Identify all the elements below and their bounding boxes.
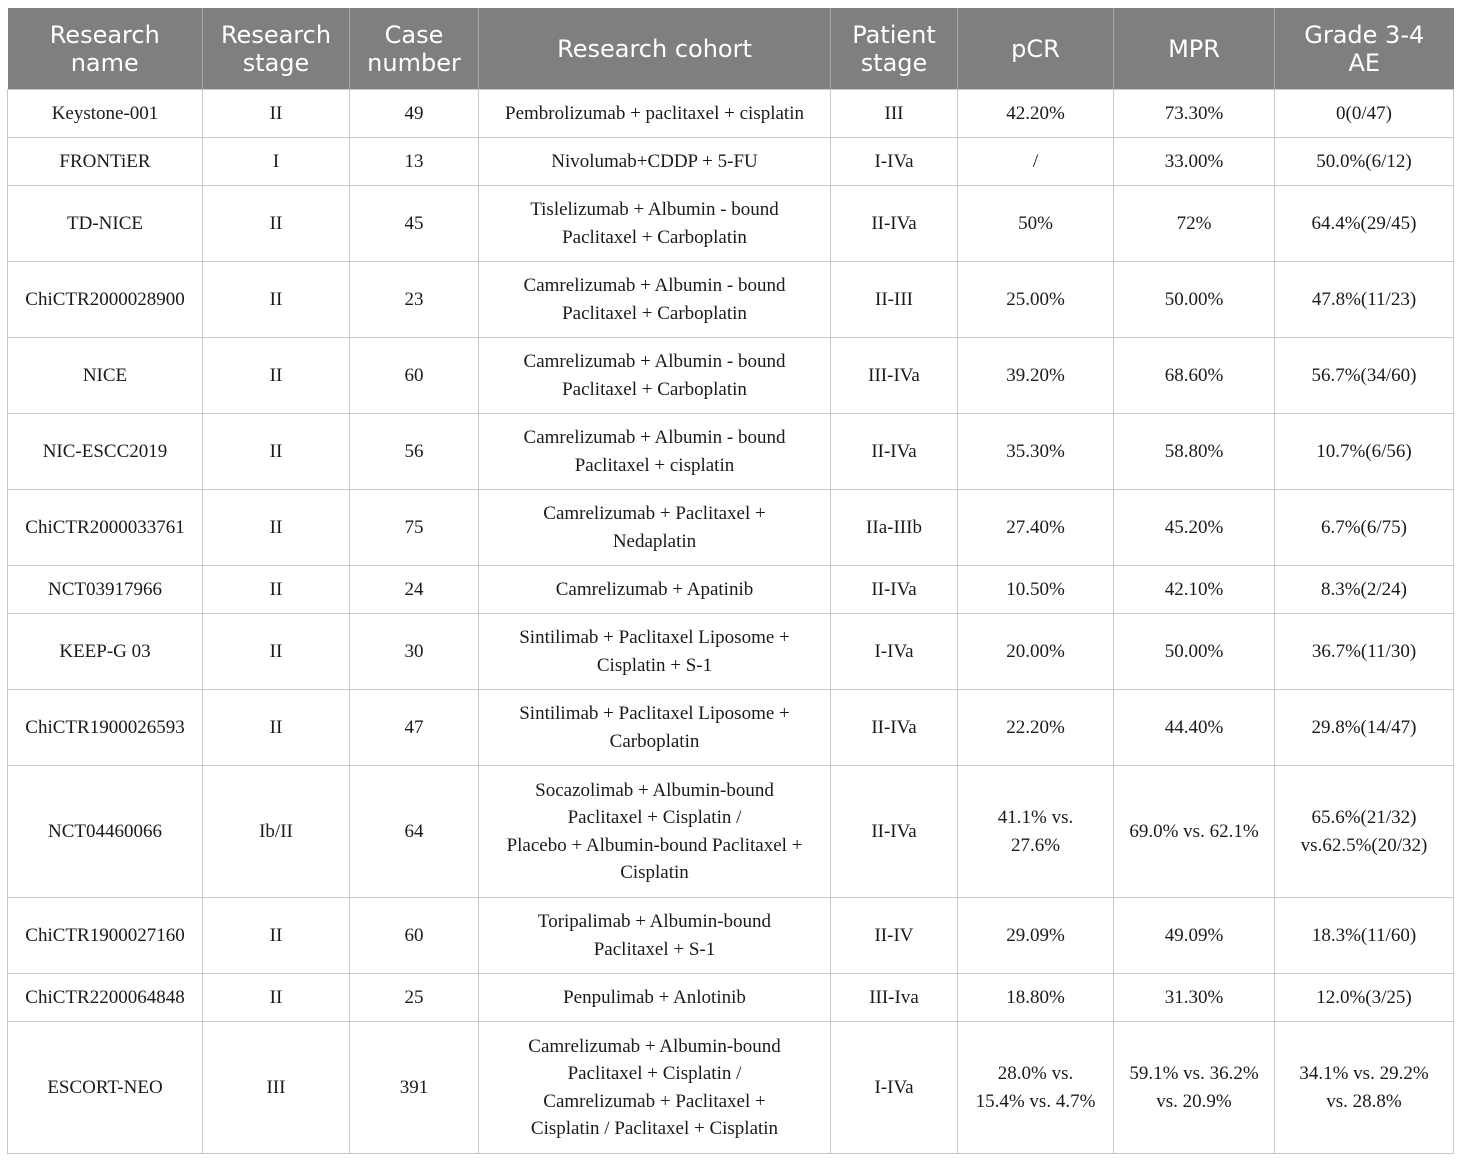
cell-research-stage: II	[203, 490, 350, 566]
cell-grade-3-4-ae: 6.7%(6/75)	[1275, 490, 1454, 566]
cell-pcr: 18.80%	[958, 974, 1114, 1022]
cell-patient-stage: II-III	[831, 262, 958, 338]
cell-patient-stage: I-IVa	[831, 614, 958, 690]
table-row	[8, 138, 1454, 186]
cell-case-number: 13	[350, 138, 479, 186]
cell-case-number: 60	[350, 898, 479, 974]
cell-grade-3-4-ae: 29.8%(14/47)	[1275, 690, 1454, 766]
cell-case-number: 25	[350, 974, 479, 1022]
cell-mpr: 44.40%	[1114, 690, 1275, 766]
header-patient-stage: Patient stage	[831, 8, 958, 90]
cell-grade-3-4-ae: 18.3%(11/60)	[1275, 898, 1454, 974]
cell-research-name: KEEP-G 03	[8, 614, 203, 690]
header-research-cohort: Research cohort	[479, 8, 831, 90]
cell-research-cohort: Tislelizumab + Albumin - bound Paclitaxel + Carboplatin	[479, 186, 831, 262]
cell-patient-stage: II-IVa	[831, 766, 958, 898]
cell-pcr: 35.30%	[958, 414, 1114, 490]
cell-research-name: NCT04460066	[8, 766, 203, 898]
cell-research-cohort: Camrelizumab + Apatinib	[479, 566, 831, 614]
cell-research-name: Keystone-001	[8, 90, 203, 138]
cell-patient-stage: II-IVa	[831, 414, 958, 490]
cell-research-stage: II	[203, 690, 350, 766]
cell-patient-stage: I-IVa	[831, 138, 958, 186]
cell-research-name: ChiCTR2000033761	[8, 490, 203, 566]
cell-mpr: 58.80%	[1114, 414, 1275, 490]
cell-mpr: 72%	[1114, 186, 1275, 262]
cell-patient-stage: III	[831, 90, 958, 138]
cell-case-number: 23	[350, 262, 479, 338]
cell-case-number: 391	[350, 1022, 479, 1154]
cell-pcr: 29.09%	[958, 898, 1114, 974]
cell-research-name: NICE	[8, 338, 203, 414]
table-row	[8, 974, 1454, 1022]
header-research-stage: Research stage	[203, 8, 350, 90]
cell-patient-stage: II-IVa	[831, 186, 958, 262]
cell-pcr: 10.50%	[958, 566, 1114, 614]
cell-patient-stage: IIa-IIIb	[831, 490, 958, 566]
cell-patient-stage: III-IVa	[831, 338, 958, 414]
cell-research-stage: II	[203, 338, 350, 414]
header-mpr: MPR	[1114, 8, 1275, 90]
cell-research-stage: II	[203, 186, 350, 262]
cell-research-name: TD-NICE	[8, 186, 203, 262]
cell-research-name: ESCORT-NEO	[8, 1022, 203, 1154]
cell-mpr: 59.1% vs. 36.2% vs. 20.9%	[1114, 1022, 1275, 1154]
cell-research-stage: II	[203, 974, 350, 1022]
cell-grade-3-4-ae: 56.7%(34/60)	[1275, 338, 1454, 414]
cell-research-stage: II	[203, 566, 350, 614]
cell-pcr: 20.00%	[958, 614, 1114, 690]
cell-pcr: 27.40%	[958, 490, 1114, 566]
cell-pcr: 22.20%	[958, 690, 1114, 766]
cell-mpr: 69.0% vs. 62.1%	[1114, 766, 1275, 898]
cell-case-number: 64	[350, 766, 479, 898]
cell-mpr: 50.00%	[1114, 614, 1275, 690]
table-row	[8, 490, 1454, 566]
cell-pcr: 41.1% vs. 27.6%	[958, 766, 1114, 898]
table-row	[8, 90, 1454, 138]
cell-research-name: ChiCTR2000028900	[8, 262, 203, 338]
cell-case-number: 45	[350, 186, 479, 262]
cell-mpr: 73.30%	[1114, 90, 1275, 138]
cell-pcr: /	[958, 138, 1114, 186]
header-research-name: Research name	[8, 8, 203, 90]
cell-research-stage: II	[203, 614, 350, 690]
cell-research-cohort: Sintilimab + Paclitaxel Liposome + Cisplatin + S-1	[479, 614, 831, 690]
cell-grade-3-4-ae: 65.6%(21/32) vs.62.5%(20/32)	[1275, 766, 1454, 898]
cell-research-cohort: Camrelizumab + Albumin - bound Paclitaxel + Carboplatin	[479, 338, 831, 414]
cell-pcr: 25.00%	[958, 262, 1114, 338]
cell-grade-3-4-ae: 10.7%(6/56)	[1275, 414, 1454, 490]
cell-research-stage: II	[203, 262, 350, 338]
header-case-number: Case number	[350, 8, 479, 90]
table-row	[8, 898, 1454, 974]
cell-research-stage: III	[203, 1022, 350, 1154]
cell-case-number: 75	[350, 490, 479, 566]
cell-patient-stage: II-IVa	[831, 566, 958, 614]
cell-research-cohort: Camrelizumab + Paclitaxel + Nedaplatin	[479, 490, 831, 566]
cell-case-number: 47	[350, 690, 479, 766]
cell-research-name: ChiCTR2200064848	[8, 974, 203, 1022]
cell-grade-3-4-ae: 50.0%(6/12)	[1275, 138, 1454, 186]
cell-research-cohort: Pembrolizumab + paclitaxel + cisplatin	[479, 90, 831, 138]
cell-patient-stage: III-Iva	[831, 974, 958, 1022]
cell-research-name: FRONTiER	[8, 138, 203, 186]
cell-mpr: 50.00%	[1114, 262, 1275, 338]
cell-mpr: 33.00%	[1114, 138, 1275, 186]
cell-patient-stage: II-IV	[831, 898, 958, 974]
cell-grade-3-4-ae: 34.1% vs. 29.2% vs. 28.8%	[1275, 1022, 1454, 1154]
cell-mpr: 42.10%	[1114, 566, 1275, 614]
table-row	[8, 338, 1454, 414]
table-row	[8, 766, 1454, 898]
cell-research-stage: II	[203, 90, 350, 138]
table-row	[8, 262, 1454, 338]
cell-case-number: 49	[350, 90, 479, 138]
cell-research-cohort: Socazolimab + Albumin-bound Paclitaxel + Cisplatin / Placebo + Albumin-bound Paclitaxel + Cisplatin	[479, 766, 831, 898]
table-row	[8, 566, 1454, 614]
cell-research-name: NIC-ESCC2019	[8, 414, 203, 490]
cell-grade-3-4-ae: 36.7%(11/30)	[1275, 614, 1454, 690]
research-table	[7, 8, 1454, 1154]
cell-pcr: 50%	[958, 186, 1114, 262]
cell-research-stage: I	[203, 138, 350, 186]
cell-research-name: ChiCTR1900027160	[8, 898, 203, 974]
cell-grade-3-4-ae: 8.3%(2/24)	[1275, 566, 1454, 614]
cell-research-cohort: Camrelizumab + Albumin - bound Paclitaxel + cisplatin	[479, 414, 831, 490]
cell-research-cohort: Sintilimab + Paclitaxel Liposome + Carboplatin	[479, 690, 831, 766]
table-row	[8, 414, 1454, 490]
cell-research-cohort: Nivolumab+CDDP + 5-FU	[479, 138, 831, 186]
cell-research-name: ChiCTR1900026593	[8, 690, 203, 766]
cell-mpr: 45.20%	[1114, 490, 1275, 566]
cell-patient-stage: I-IVa	[831, 1022, 958, 1154]
cell-case-number: 24	[350, 566, 479, 614]
cell-case-number: 60	[350, 338, 479, 414]
cell-research-stage: II	[203, 414, 350, 490]
cell-grade-3-4-ae: 47.8%(11/23)	[1275, 262, 1454, 338]
header-pcr: pCR	[958, 8, 1114, 90]
table-row	[8, 614, 1454, 690]
header-row	[8, 8, 1454, 90]
cell-research-cohort: Camrelizumab + Albumin-bound Paclitaxel + Cisplatin / Camrelizumab + Paclitaxel + Cisplatin / Paclitaxel + Cisplatin	[479, 1022, 831, 1154]
cell-mpr: 49.09%	[1114, 898, 1275, 974]
cell-grade-3-4-ae: 64.4%(29/45)	[1275, 186, 1454, 262]
table-row	[8, 690, 1454, 766]
cell-research-name: NCT03917966	[8, 566, 203, 614]
cell-pcr: 42.20%	[958, 90, 1114, 138]
cell-research-cohort: Toripalimab + Albumin-bound Paclitaxel + S-1	[479, 898, 831, 974]
header-grade-3-4-ae: Grade 3-4 AE	[1275, 8, 1454, 90]
cell-mpr: 31.30%	[1114, 974, 1275, 1022]
cell-research-stage: II	[203, 898, 350, 974]
cell-case-number: 56	[350, 414, 479, 490]
cell-case-number: 30	[350, 614, 479, 690]
cell-grade-3-4-ae: 0(0/47)	[1275, 90, 1454, 138]
table-row	[8, 186, 1454, 262]
table-row	[8, 1022, 1454, 1154]
cell-pcr: 39.20%	[958, 338, 1114, 414]
cell-research-cohort: Camrelizumab + Albumin - bound Paclitaxel + Carboplatin	[479, 262, 831, 338]
cell-research-cohort: Penpulimab + Anlotinib	[479, 974, 831, 1022]
cell-patient-stage: II-IVa	[831, 690, 958, 766]
cell-pcr: 28.0% vs. 15.4% vs. 4.7%	[958, 1022, 1114, 1154]
cell-grade-3-4-ae: 12.0%(3/25)	[1275, 974, 1454, 1022]
cell-research-stage: Ib/II	[203, 766, 350, 898]
cell-mpr: 68.60%	[1114, 338, 1275, 414]
